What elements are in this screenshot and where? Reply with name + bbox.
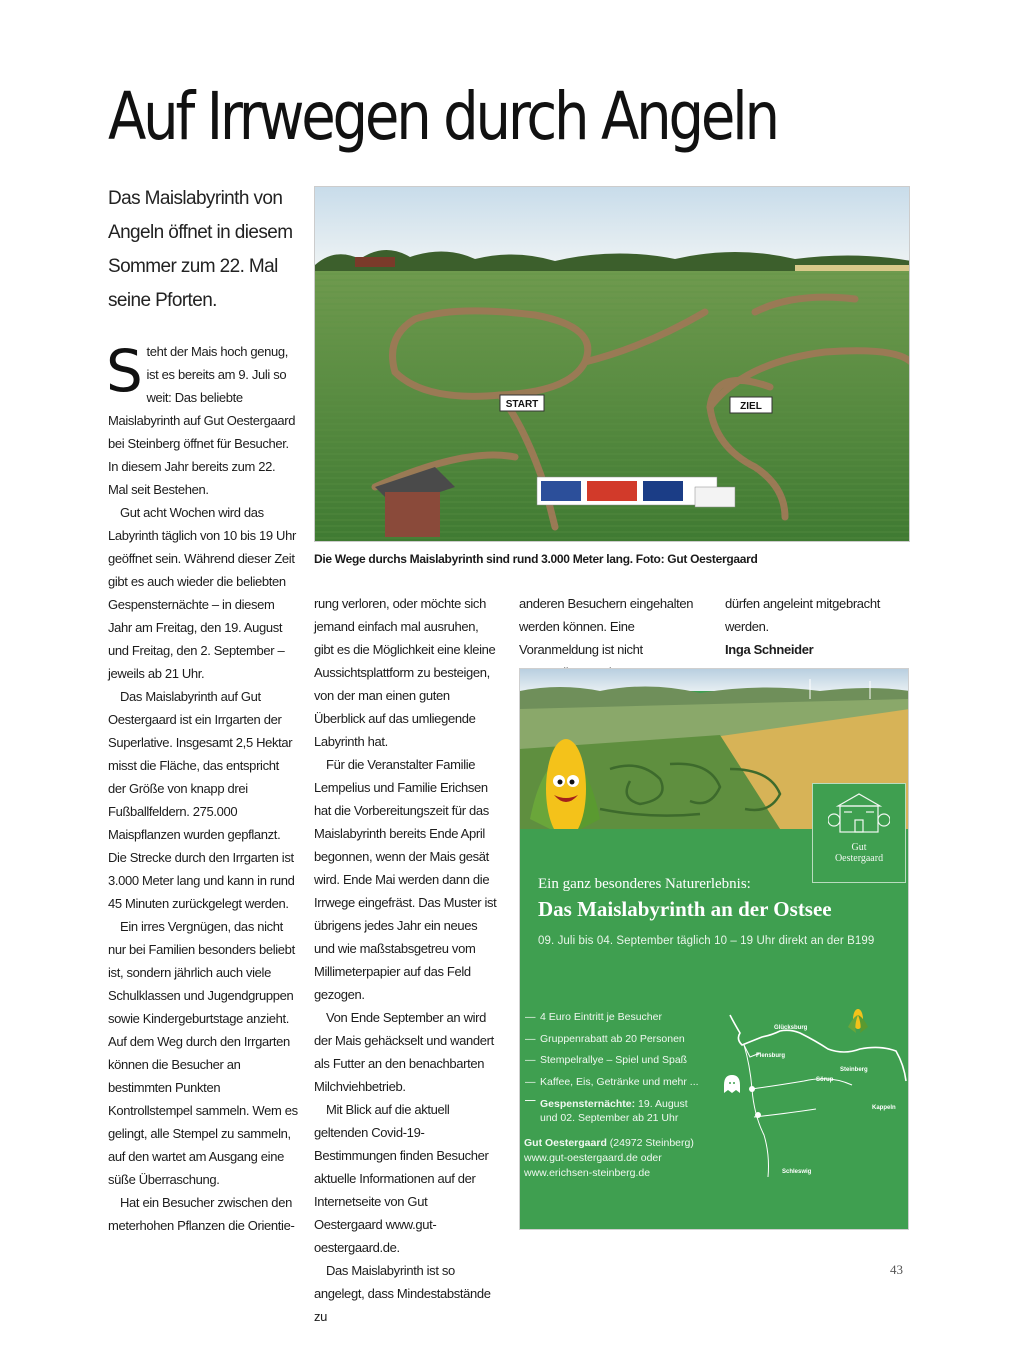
logo-text-line2: Oestergaard — [834, 853, 884, 864]
map-label-steinberg: Steinberg — [840, 1067, 868, 1073]
list-item-text: 4 Euro Eintritt je Besucher — [540, 1011, 662, 1023]
dash-icon: — — [525, 1094, 536, 1106]
maize-maze-advert — [519, 668, 909, 1230]
list-item-text: Stempelrallye – Spiel und Spaß — [540, 1054, 688, 1066]
contact-url-1: www.gut-oestergaard.de oder — [524, 1152, 662, 1164]
ghost-nights-date: 19. August — [635, 1098, 688, 1110]
paragraph: rung verloren, oder möchte sich jemand einfach mal ausruhen, gibt es die Möglichkeit eine kleine Aussichtsplattform zu besteigen, von der man einen guten Überblick auf das umliegende Labyrinth hat. — [314, 596, 496, 749]
ad-contact — [524, 1136, 694, 1181]
article-title: Auf Irrwegen durch Angeln — [108, 78, 777, 155]
list-item — [524, 1072, 724, 1094]
article-lead: Das Maislabyrinth von Angeln öffnet in diesem Sommer zum 22. Mal seine Pforten. — [108, 188, 293, 311]
paragraph: dürfen angeleint mitgebracht werden. — [725, 596, 880, 634]
paragraph: Das Maislabyrinth auf Gut Oestergaard ist ein Irrgarten der Superlative. Insgesamt 2,5 Hektar misst die Fläche, das entspricht der Größe von knapp drei Fußballfeldern. 275.000 Maispflanzen wurden gepflanzt. Die Strecke durch den Irrgarten ist 3.000 Meter lang und kann in rund 45 Minuten zurückgelegt werden. — [108, 689, 295, 911]
location-map — [720, 1005, 909, 1195]
dash-icon: — — [525, 1011, 536, 1023]
contact-url-2: www.erichsen-steinberg.de — [524, 1167, 651, 1179]
dash-icon: — — [525, 1054, 536, 1066]
ghost-nights-date-2: und 02. September ab 21 Uhr — [540, 1112, 679, 1124]
paragraph: Für die Veranstalter Familie Lempelius und Familie Erichsen hat die Vorbereitungszeit für das Maislabyrinth bereits Ende April begonnen, wenn der Mais gesät wird. Ende Mai werden dann die Irrwege eingefräst. Das Muster ist übrigens jedes Jahr ein neues und wie maßstabsgetreu vom Millimeterpapier auf das Feld gezogen. — [314, 757, 497, 1002]
article-column-4 — [725, 592, 909, 661]
dash-icon: — — [525, 1032, 536, 1045]
list-item — [524, 1093, 724, 1125]
ad-subtitle: Ein ganz besonderes Naturerlebnis: — [538, 876, 751, 892]
start-sign: START — [505, 399, 539, 410]
corn-small-icon — [848, 1009, 868, 1033]
manor-house-icon — [828, 790, 890, 840]
contact-zip: (24972 Steinberg) — [606, 1137, 694, 1149]
paragraph: Ein irres Vergnügen, das nicht nur bei Familien besonders beliebt ist, sondern jährlich auch viele Schulklassen und Jugendgruppen sowie Kindergeburtstage anzieht. Auf dem Weg durch den Irrgarten können die Besucher an bestimmten Punkten Kontrollstempel sammeln. Wem es gelingt, alle Stempel zu sammeln, auf den wartet am Ausgang eine süße Überraschung. — [108, 919, 298, 1187]
list-item-text: Gruppenrabatt ab 20 Personen — [540, 1032, 685, 1045]
ziel-sign: ZIEL — [740, 401, 762, 412]
list-item — [524, 1050, 724, 1072]
list-item-text: Kaffee, Eis, Getränke und mehr ... — [540, 1075, 699, 1088]
author-name: Inga Schneider — [725, 642, 814, 657]
list-item — [524, 1029, 724, 1051]
maze-photo — [314, 186, 910, 542]
ghost-nights-label: Gespensternächte: — [540, 1098, 636, 1110]
article-column-1 — [106, 337, 298, 1237]
ad-feature-list — [524, 1007, 724, 1125]
paragraph: Das Maislabyrinth ist so angelegt, dass Mindestabstände zu — [314, 1263, 491, 1324]
dropcap: S — [106, 337, 143, 405]
ad-dates: 09. Juli bis 04. September täglich 10 – 19 Uhr direkt an der B199 — [538, 935, 875, 947]
paragraph: Mit Blick auf die aktuell geltenden Covid-19-Bestimmungen finden Besucher aktuelle Informationen auf der Internetseite von Gut Oestergaard www.gut-oestergaard.de. — [314, 1102, 489, 1255]
map-label-flensburg: Flensburg — [756, 1053, 786, 1059]
ad-title: Das Maislabyrinth an der Ostsee — [538, 897, 832, 921]
page-number: 43 — [890, 1262, 903, 1277]
paragraph: Von Ende September an wird der Mais gehäckselt und wandert als Futter an den benachbarten Milchviehbetrieb. — [314, 1010, 494, 1094]
list-item — [524, 1007, 724, 1029]
article-column-2 — [314, 592, 498, 1328]
map-label-gluecksburg: Glücksburg — [774, 1025, 808, 1031]
ghost-icon — [724, 1075, 740, 1093]
gut-oestergaard-logo — [812, 783, 906, 883]
paragraph: Hat ein Besucher zwischen den meterhohen Pflanzen die Orientie- — [108, 1195, 295, 1233]
paragraph: Gut acht Wochen wird das Labyrinth täglich von 10 bis 19 Uhr geöffnet sein. Während dieser Zeit gibt es auch wieder die beliebten Gespensternächte – in diesem Jahr am Freitag, den 19. August und Freitag, den 2. September – jeweils ab 21 Uhr. — [108, 505, 296, 681]
logo-text-line1: Gut — [851, 842, 867, 853]
map-label-schleswig: Schleswig — [782, 1169, 812, 1175]
paragraph: teht der Mais hoch genug, ist es bereits am 9. Juli so weit: Das beliebte Maislabyrinth auf Gut Oestergaard bei Steinberg öffnet für Besucher. In diesem Jahr bereits zum 22. Mal seit Bestehen. — [108, 344, 296, 497]
paragraph: anderen Besuchern eingehalten werden können. Eine Voranmeldung ist nicht — [519, 596, 694, 657]
map-label-soerup: Sörup — [816, 1077, 834, 1083]
photo-caption: Die Wege durchs Maislabyrinth sind rund 3.000 Meter lang. Foto: Gut Oestergaard — [314, 552, 758, 566]
contact-name: Gut Oestergaard — [524, 1137, 607, 1149]
dash-icon: — — [525, 1075, 536, 1088]
map-label-kappeln: Kappeln — [872, 1105, 896, 1111]
